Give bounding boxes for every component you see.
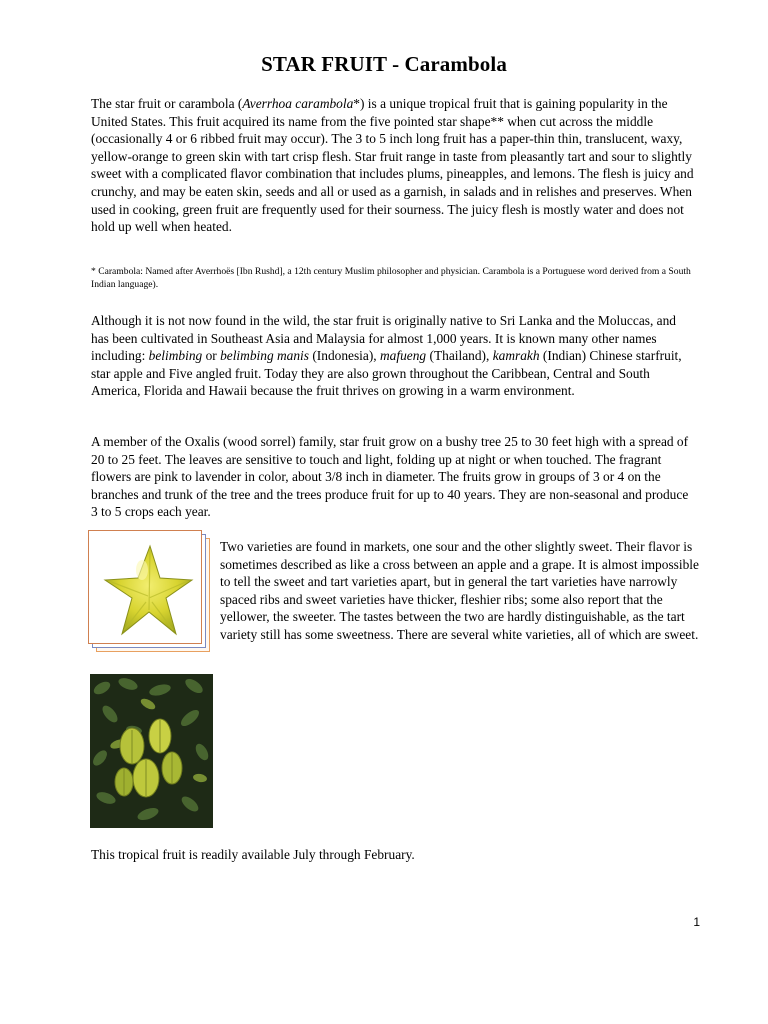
- alt-name: mafueng: [380, 348, 427, 364]
- star-fruit-photo: [102, 540, 194, 640]
- alt-name: belimbing manis: [220, 348, 309, 364]
- tree-image: [90, 674, 213, 828]
- text-run: *) is a unique tropical fruit that is gaining popularity in the United States. This fruit acquired its name from the five pointed star shape** when cut across the middle (occasionally 4 or 6 ribbed fruit may occur). The 3 to 5 inch long fruit has a paper-thin thin, translucent, waxy, yellow-orange to green skin with tart crisp flesh. Star fruit range in taste from pleasantly tart and sour to slightly sweet with a complicated flavor combination that includes plums, pineapples, and lemons. The flesh is juicy and crunchy, and may be eaten skin, seeds and all or used as a garnish, in salads and in relishes and preserves. When used in cooking, green fruit are frequently used for their sourness. The juicy flesh is mostly water and does not hold up well when heated.: [91, 96, 694, 235]
- paragraph-origin: [91, 312, 697, 400]
- page-number: 1: [693, 915, 700, 929]
- star-fruit-image: [102, 540, 194, 640]
- footnote: * Carambola: Named after Averrhoës [Ibn Rushd], a 12th century Muslim philosopher and physician. Carambola is a Portuguese word derived from a South Indian language).: [91, 266, 691, 290]
- text-run: The star fruit or carambola (: [91, 96, 243, 111]
- scientific-name: Averrhoa carambola: [242, 96, 354, 111]
- text-run: (Indian) Chinese starfruit, star apple and Five angled fruit. Today they are also grown throughout the Caribbean, Central and South America, Florida and Hawaii because the fruit thrives on growing in a warm environment.: [91, 348, 682, 399]
- alt-name: kamrakh: [492, 348, 540, 364]
- star-fruit-shape: [105, 546, 192, 634]
- paragraph-availability: This tropical fruit is readily available July through February.: [91, 847, 415, 862]
- paragraph-tree: A member of the Oxalis (wood sorrel) family, star fruit grow on a bushy tree 25 to 30 feet high with a spread of 20 to 25 feet. The leaves are sensitive to touch and light, folding up at night or when touched. The fragrant flowers are pink to lavender in color, about 3/8 inch in diameter. The fruits grow in groups of 3 or 4 on the branches and trunk of the tree and the trees produce fruit for up to 40 years. They are non-seasonal and produce 3 to 5 crops each year.: [91, 434, 689, 520]
- text-run: (Indonesia),: [308, 348, 381, 364]
- text-run: or: [202, 348, 221, 364]
- star-fruit-highlight: [136, 560, 148, 580]
- alt-name: belimbing: [148, 348, 203, 364]
- star-fruit-tree-photo: [90, 674, 213, 828]
- text-run: Although it is not now found in the wild, the star fruit is originally native to Sri Lanka and the Moluccas, and has been cultivated in Southeast Asia and Malaysia for almost 1,000 years. It is known many other names including:: [91, 313, 676, 364]
- page-title: STAR FRUIT - Carambola: [261, 52, 507, 76]
- text-run: (Thailand),: [426, 348, 493, 364]
- paragraph-intro: [91, 95, 697, 236]
- paragraph-varieties: Two varieties are found in markets, one sour and the other slightly sweet. Their flavor is sometimes described as like a cross between an apple and a grape. It is almost impossible to tell the sweet and tart varieties apart, but in general the tart varieties have narrowly spaced ribs and sweet varieties have thicker, fleshier ribs; some also report that the yellower, the sweeter. The tastes between the two are hardly distinguishable, as the tart variety still has some sweetness. There are several white varieties, all of which are sweet.: [220, 539, 699, 642]
